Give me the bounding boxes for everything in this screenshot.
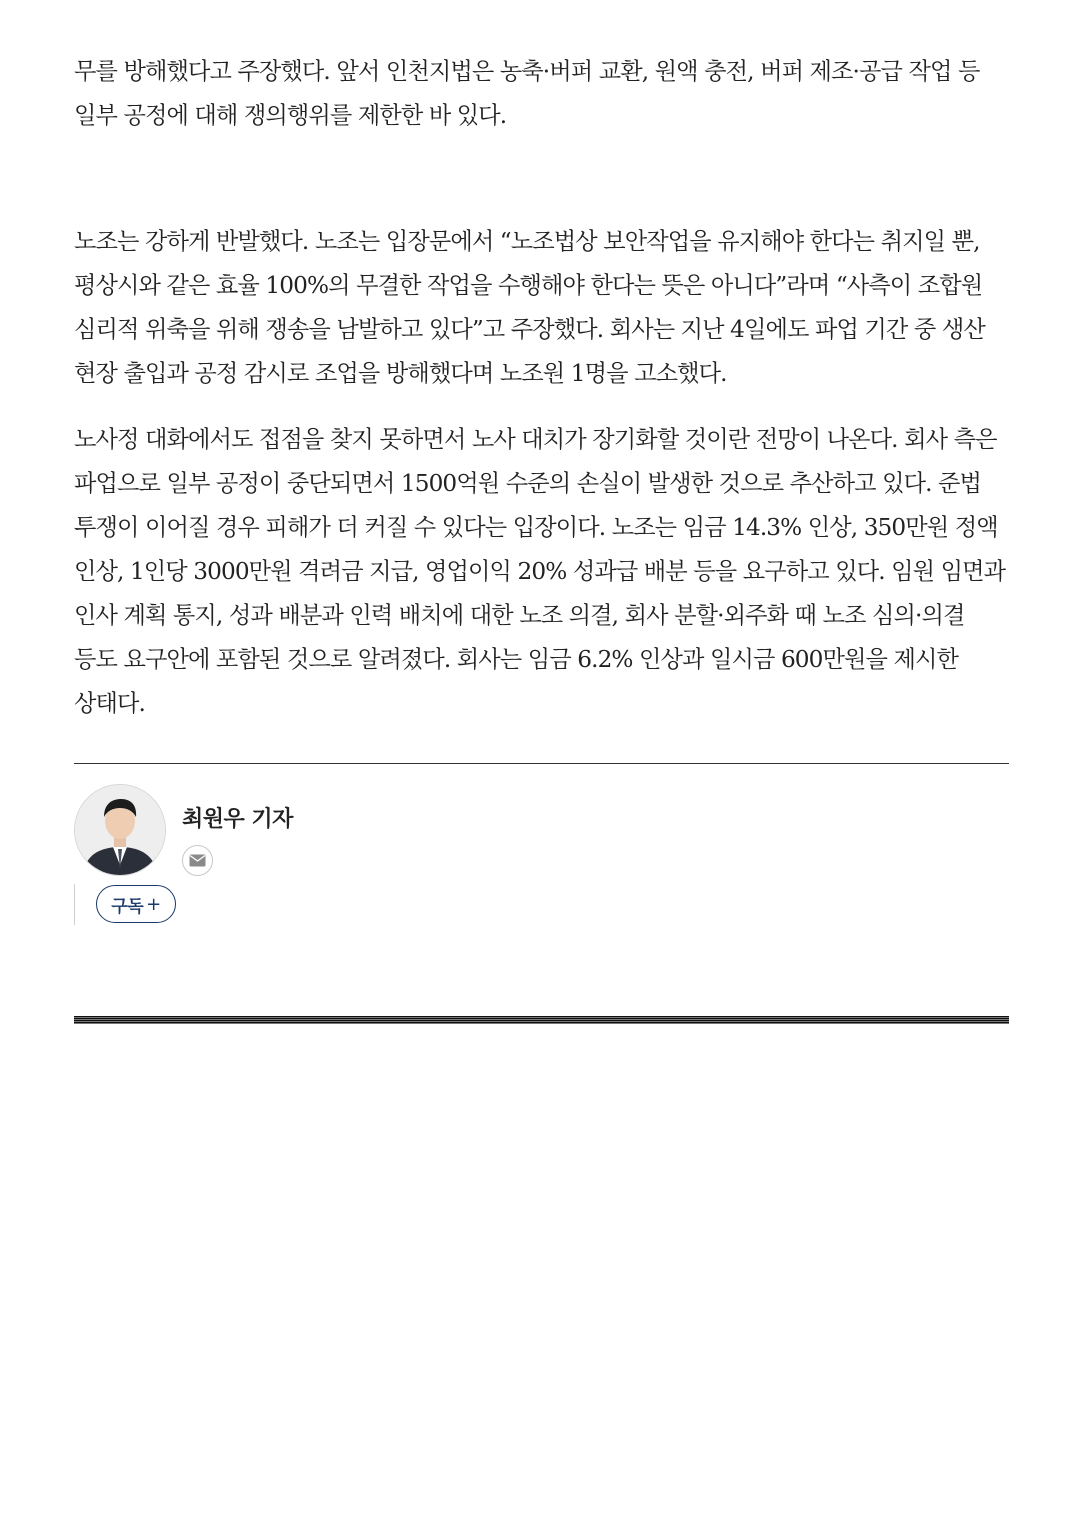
subscribe-button[interactable]: [96, 885, 176, 923]
reporter-divider: [74, 763, 1009, 764]
article-paragraph: 노사정 대화에서도 접점을 찾지 못하면서 노사 대치가 장기화할 것이란 전망이 나온다. 회사 측은 파업으로 일부 공정이 중단되면서 1500억원 수준의 손실이 발생한 것으로 추산하고 있다. 준법 투쟁이 이어질 경우 피해가 더 커질 수 있다는 입장이다. 노조는 임금 14.3% 인상, 350만원 정액 인상, 1인당 3000만원 격려금 지급, 영업이익 20% 성과급 배분 등을 요구하고 있다. 임원 임면과 인사 계획 통지, 성과 배분과 인력 배치에 대한 노조 의결, 회사 분할·외주화 때 노조 심의·의결 등도 요구안에 포함된 것으로 알려졌다. 회사는 임금 6.2% 인상과 일시금 600만원을 제시한 상태다.: [74, 426, 1006, 717]
article-paragraph: 무를 방해했다고 주장했다. 앞서 인천지법은 농축·버퍼 교환, 원액 충전, 버퍼 제조·공급 작업 등 일부 공정에 대해 쟁의행위를 제한한 바 있다.: [74, 58, 980, 129]
reporter-card: [74, 784, 674, 934]
subscribe-divider: [74, 884, 75, 925]
article-end-rule: [74, 1016, 1009, 1024]
envelope-icon: [189, 854, 206, 867]
article-body: [74, 50, 1009, 726]
article-paragraph: 노조는 강하게 반발했다. 노조는 입장문에서 “노조법상 보안작업을 유지해야 한다는 취지일 뿐, 평상시와 같은 효율 100%의 무결한 작업을 수행해야 한다는 뜻은 아니다”라며 “사측이 조합원 심리적 위축을 위해 쟁송을 남발하고 있다”고 주장했다. 회사는 지난 4일에도 파업 기간 중 생산 현장 출입과 공정 감시로 조업을 방해했다며 노조원 1명을 고소했다.: [74, 228, 985, 387]
reporter-photo: [75, 785, 165, 875]
reporter-name[interactable]: 최원우 기자: [182, 807, 293, 832]
email-button[interactable]: [182, 845, 213, 876]
plus-icon: +: [146, 893, 161, 915]
subscribe-label: 구독: [111, 896, 144, 917]
reporter-avatar[interactable]: [74, 784, 166, 876]
